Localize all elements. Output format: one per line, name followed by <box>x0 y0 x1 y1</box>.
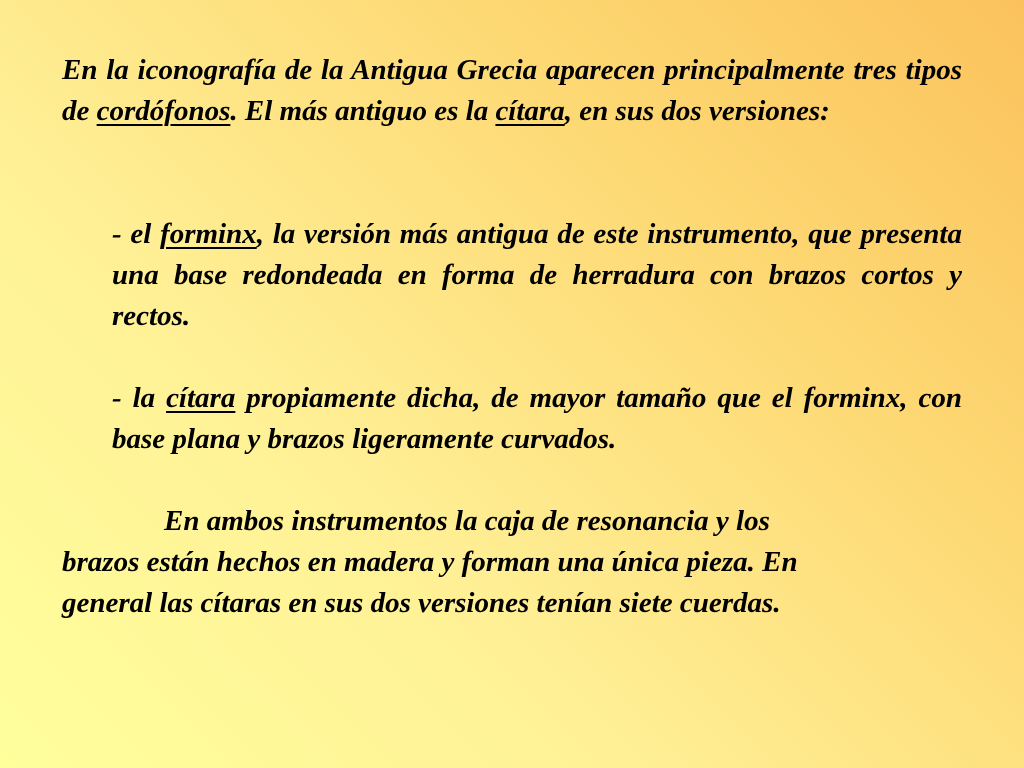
intro-text-2: . El más antiguo es la <box>230 95 496 127</box>
citara-text-1: - la <box>112 382 167 414</box>
citara-term-2: cítara <box>166 382 236 414</box>
closing-line-1: En ambos instrumentos la caja de resonancia y los <box>164 505 770 537</box>
closing-paragraph <box>62 501 962 624</box>
closing-line-3: general las cítaras en sus dos versiones tenían siete cuerdas. <box>62 587 781 619</box>
intro-paragraph <box>62 50 962 132</box>
closing-line-2: brazos están hechos en madera y forman una única pieza. En <box>62 546 798 578</box>
forminx-term: forminx <box>160 218 257 250</box>
citara-paragraph <box>112 378 962 460</box>
forminx-text-1: - el <box>112 218 161 250</box>
citara-term: cítara <box>495 95 565 127</box>
cordofonos-term: cordófonos <box>96 95 231 127</box>
forminx-text-2: , la versión más antigua de este instrumento, que presenta una base redondeada en forma de herradura con brazos cortos y rectos. <box>112 218 962 332</box>
intro-text-1: En la iconografía de la Antigua Grecia aparecen principalmente tres tipos de <box>62 54 962 127</box>
intro-text-3: , en sus dos versiones: <box>564 95 830 127</box>
citara-text-2: propiamente dicha, de mayor tamaño que el forminx, con base plana y brazos ligeramente curvados. <box>112 382 962 455</box>
forminx-paragraph <box>112 214 962 337</box>
